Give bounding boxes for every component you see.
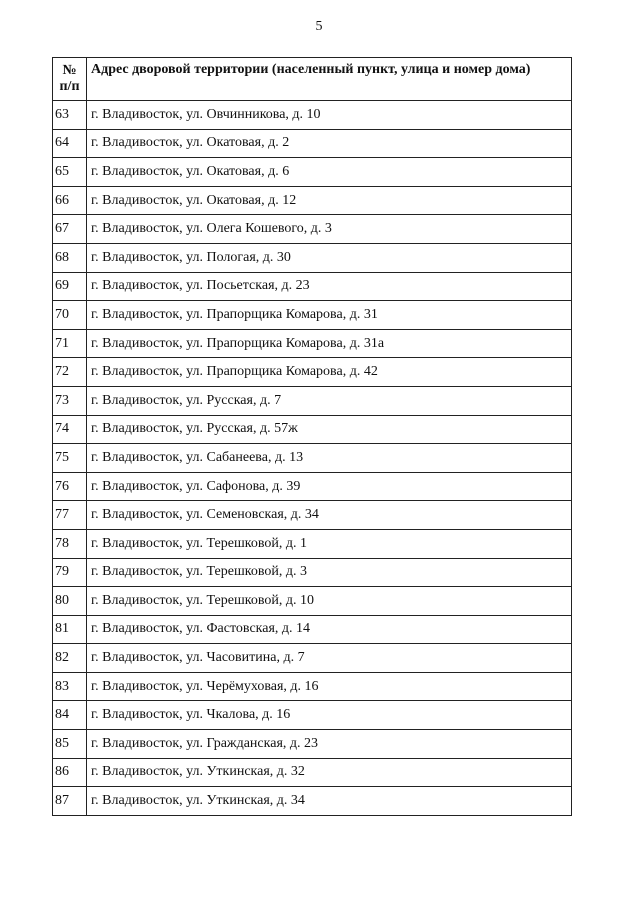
address-cell: г. Владивосток, ул. Гражданская, д. 23 xyxy=(87,730,572,759)
row-number-cell: 76 xyxy=(53,472,87,501)
row-number-cell: 69 xyxy=(53,272,87,301)
row-number-cell: 85 xyxy=(53,730,87,759)
table-row xyxy=(53,329,572,358)
row-number-cell: 86 xyxy=(53,758,87,787)
row-number-cell: 73 xyxy=(53,386,87,415)
number-header-line1: № xyxy=(62,63,77,78)
row-number-cell: 64 xyxy=(53,129,87,158)
table-row xyxy=(53,587,572,616)
row-number-cell: 81 xyxy=(53,615,87,644)
address-cell: г. Владивосток, ул. Овчинникова, д. 10 xyxy=(87,101,572,130)
row-number-cell: 71 xyxy=(53,329,87,358)
address-cell: г. Владивосток, ул. Фастовская, д. 14 xyxy=(87,615,572,644)
address-cell: г. Владивосток, ул. Русская, д. 57ж xyxy=(87,415,572,444)
row-number-cell: 68 xyxy=(53,243,87,272)
row-number-cell: 67 xyxy=(53,215,87,244)
address-column-header: Адрес дворовой территории (населенный пункт, улица и номер дома) xyxy=(87,58,572,101)
row-number-cell: 83 xyxy=(53,672,87,701)
row-number-cell: 80 xyxy=(53,587,87,616)
row-number-cell: 75 xyxy=(53,444,87,473)
row-number-cell: 70 xyxy=(53,301,87,330)
table-row xyxy=(53,644,572,673)
table-row xyxy=(53,158,572,187)
address-cell: г. Владивосток, ул. Прапорщика Комарова, д. 31а xyxy=(87,329,572,358)
address-cell: г. Владивосток, ул. Посьетская, д. 23 xyxy=(87,272,572,301)
table-row xyxy=(53,472,572,501)
address-cell: г. Владивосток, ул. Русская, д. 7 xyxy=(87,386,572,415)
address-cell: г. Владивосток, ул. Терешковой, д. 1 xyxy=(87,529,572,558)
address-cell: г. Владивосток, ул. Терешковой, д. 3 xyxy=(87,558,572,587)
table-row xyxy=(53,787,572,816)
address-cell: г. Владивосток, ул. Уткинская, д. 32 xyxy=(87,758,572,787)
header-row xyxy=(53,58,572,101)
table-row xyxy=(53,615,572,644)
table-row xyxy=(53,358,572,387)
address-cell: г. Владивосток, ул. Часовитина, д. 7 xyxy=(87,644,572,673)
address-cell: г. Владивосток, ул. Окатовая, д. 12 xyxy=(87,186,572,215)
table-row xyxy=(53,243,572,272)
table-row xyxy=(53,444,572,473)
table-row xyxy=(53,701,572,730)
address-cell: г. Владивосток, ул. Терешковой, д. 10 xyxy=(87,587,572,616)
row-number-cell: 74 xyxy=(53,415,87,444)
row-number-cell: 66 xyxy=(53,186,87,215)
table-row xyxy=(53,529,572,558)
row-number-cell: 63 xyxy=(53,101,87,130)
table-body xyxy=(53,101,572,816)
table-row xyxy=(53,215,572,244)
address-cell: г. Владивосток, ул. Сабанеева, д. 13 xyxy=(87,444,572,473)
table-row xyxy=(53,415,572,444)
address-cell: г. Владивосток, ул. Олега Кошевого, д. 3 xyxy=(87,215,572,244)
address-cell: г. Владивосток, ул. Прапорщика Комарова, д. 31 xyxy=(87,301,572,330)
row-number-cell: 87 xyxy=(53,787,87,816)
table-row xyxy=(53,558,572,587)
row-number-cell: 79 xyxy=(53,558,87,587)
table-row xyxy=(53,730,572,759)
address-cell: г. Владивосток, ул. Чкалова, д. 16 xyxy=(87,701,572,730)
row-number-cell: 72 xyxy=(53,358,87,387)
table-header xyxy=(53,58,572,101)
row-number-cell: 82 xyxy=(53,644,87,673)
address-cell: г. Владивосток, ул. Сафонова, д. 39 xyxy=(87,472,572,501)
row-number-cell: 84 xyxy=(53,701,87,730)
address-cell: г. Владивосток, ул. Пологая, д. 30 xyxy=(87,243,572,272)
address-cell: г. Владивосток, ул. Окатовая, д. 6 xyxy=(87,158,572,187)
number-header-line2: п/п xyxy=(59,79,80,94)
table-row xyxy=(53,758,572,787)
table-row xyxy=(53,101,572,130)
address-cell: г. Владивосток, ул. Уткинская, д. 34 xyxy=(87,787,572,816)
table-row xyxy=(53,301,572,330)
address-cell: г. Владивосток, ул. Окатовая, д. 2 xyxy=(87,129,572,158)
address-cell: г. Владивосток, ул. Черёмуховая, д. 16 xyxy=(87,672,572,701)
row-number-cell: 77 xyxy=(53,501,87,530)
address-cell: г. Владивосток, ул. Семеновская, д. 34 xyxy=(87,501,572,530)
table-row xyxy=(53,129,572,158)
row-number-cell: 65 xyxy=(53,158,87,187)
row-number-cell: 78 xyxy=(53,529,87,558)
table-row xyxy=(53,672,572,701)
number-column-header xyxy=(53,58,87,101)
address-table xyxy=(52,57,572,816)
page-number: 5 xyxy=(315,19,323,34)
table-row xyxy=(53,272,572,301)
table-row xyxy=(53,386,572,415)
address-cell: г. Владивосток, ул. Прапорщика Комарова, д. 42 xyxy=(87,358,572,387)
table-row xyxy=(53,501,572,530)
table-row xyxy=(53,186,572,215)
